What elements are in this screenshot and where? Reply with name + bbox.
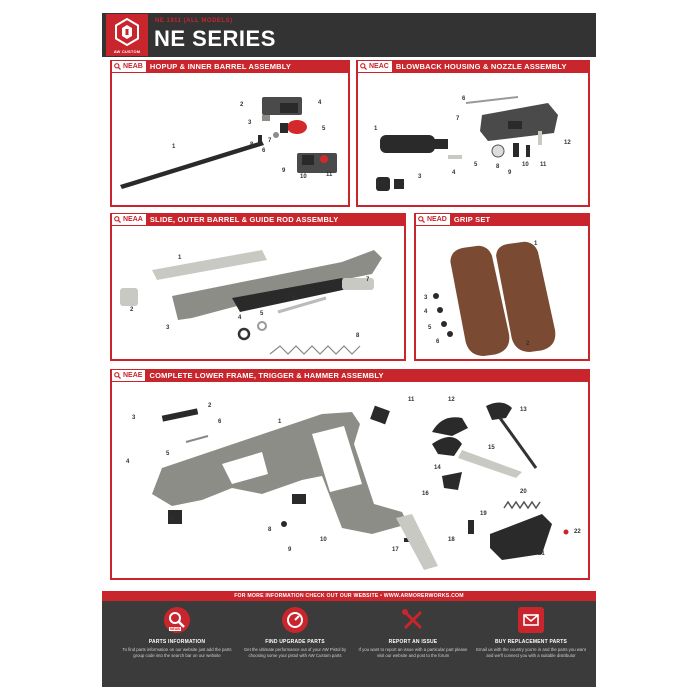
callout-2: 2 — [130, 307, 134, 313]
callout-7: 7 — [366, 277, 370, 283]
panel-neac — [356, 60, 590, 207]
callout-8: 8 — [496, 164, 500, 170]
panel-neaa — [110, 213, 406, 361]
footer-parts-information[interactable] — [122, 607, 232, 659]
callout-12: 12 — [448, 397, 455, 403]
callout-10: 10 — [522, 162, 529, 168]
callout-9: 9 — [282, 168, 286, 174]
callout-3: 3 — [166, 325, 170, 331]
footer-text: Email us with the country you're in and the parts you want and we'll connect you with a suitable distributor — [476, 647, 586, 658]
barrel-bushing-part — [120, 288, 138, 306]
panel-neab — [110, 60, 350, 207]
hopup-spring-part — [258, 135, 262, 145]
section-code: NEAB — [123, 63, 143, 70]
search-badge: NEAB — [170, 627, 180, 631]
callout-3: 3 — [424, 295, 428, 301]
mainspring-cap-part — [468, 520, 474, 534]
housing-pin-part — [564, 530, 569, 535]
callout-5: 5 — [166, 451, 170, 457]
recoil-spring-part — [270, 346, 360, 354]
grip-parts-illustration — [416, 228, 588, 360]
search-icon — [114, 63, 121, 70]
chamber-dial-part — [320, 155, 328, 163]
section-code: NEAD — [427, 216, 447, 223]
footer-report-an-issue[interactable] — [358, 607, 468, 659]
section-code-tag[interactable] — [358, 61, 392, 72]
callout-5: 5 — [474, 162, 478, 168]
logo-emblem-icon — [113, 18, 141, 46]
callout-2: 2 — [240, 102, 244, 108]
panel-header — [110, 213, 406, 226]
section-title: COMPLETE LOWER FRAME, TRIGGER & HAMMER ASSEMBLY — [149, 371, 384, 380]
footer-title: FIND UPGRADE PARTS — [265, 639, 325, 645]
callout-20: 20 — [520, 489, 527, 495]
hopup-ring-part — [273, 132, 279, 138]
washer-part — [239, 329, 249, 339]
hopup-screw-part — [262, 115, 270, 121]
section-code: NEAA — [123, 216, 143, 223]
callout-18: 18 — [448, 537, 455, 543]
callout-8: 8 — [250, 142, 254, 148]
panel-header — [414, 213, 590, 226]
guide-rod-part — [466, 97, 518, 103]
panel-header — [356, 60, 590, 73]
mainspring-housing-pin-part — [500, 418, 536, 468]
callout-2: 2 — [376, 182, 380, 188]
plunger-part — [281, 521, 287, 527]
callout-3: 3 — [132, 415, 136, 421]
inner-barrel-part — [120, 141, 264, 189]
callout-11: 11 — [326, 172, 333, 178]
housing-slot-part — [508, 121, 522, 129]
callout-6: 6 — [462, 96, 466, 102]
spring-part — [448, 155, 462, 159]
header-bar — [102, 13, 596, 57]
section-code-tag[interactable] — [416, 214, 450, 225]
logo-text: AW CUSTOM — [113, 49, 141, 54]
tools-icon — [400, 607, 426, 633]
lower-frame-part — [152, 412, 408, 534]
grip-screw-3-part — [441, 321, 447, 327]
callout-13: 13 — [520, 407, 527, 413]
callout-4: 4 — [238, 315, 242, 321]
callout-12: 12 — [564, 140, 571, 146]
callout-1: 1 — [534, 241, 538, 247]
callout-5: 5 — [260, 311, 264, 317]
mainspring-part — [504, 502, 540, 508]
callout-11: 11 — [540, 162, 547, 168]
search-icon — [114, 216, 121, 223]
callout-7: 7 — [170, 517, 174, 523]
hopup-parts-illustration — [112, 75, 348, 205]
valve-pin-part — [513, 143, 519, 157]
callout-16: 16 — [422, 491, 429, 497]
hopup-rubber-part — [287, 120, 307, 134]
grip-screw-2-part — [437, 307, 443, 313]
callout-3: 3 — [418, 174, 422, 180]
callout-10: 10 — [320, 537, 327, 543]
callout-19: 19 — [480, 511, 487, 517]
callout-4: 4 — [452, 170, 456, 176]
callout-5: 5 — [428, 325, 432, 331]
hammer-strut-part — [486, 402, 512, 420]
section-title: GRIP SET — [453, 215, 491, 224]
callout-22: 22 — [574, 529, 581, 535]
screw-part — [538, 131, 542, 145]
panel-neae — [110, 369, 590, 580]
hopup-unit-part — [280, 103, 298, 113]
callout-4: 4 — [424, 309, 428, 315]
section-title: SLIDE, OUTER BARREL & GUIDE ROD ASSEMBLY — [149, 215, 339, 224]
callout-3: 3 — [248, 120, 252, 126]
footer-text: If you want to report an issue with a particular part please visit our website and post to the forum — [358, 647, 468, 658]
callout-21: 21 — [538, 551, 545, 557]
search-icon — [114, 372, 121, 379]
trigger-bow-part — [458, 450, 522, 478]
callout-6: 6 — [292, 295, 296, 301]
grip-screw-4-part — [447, 331, 453, 337]
trigger-part — [442, 472, 462, 490]
spring-plunger-part — [186, 436, 208, 442]
callout-9: 9 — [288, 547, 292, 553]
disconnector-part — [370, 406, 390, 425]
footer-find-upgrade-parts[interactable] — [240, 607, 350, 659]
callout-2: 2 — [208, 403, 212, 409]
blowback-parts-illustration — [358, 75, 588, 205]
footer-title: REPORT AN ISSUE — [388, 639, 438, 645]
callout-4: 4 — [318, 100, 322, 106]
callout-5: 5 — [322, 126, 326, 132]
section-code-tag[interactable] — [112, 370, 145, 381]
sear-part — [432, 417, 468, 436]
footer-buy-replacement-parts[interactable] — [476, 607, 586, 659]
callout-4: 4 — [126, 459, 130, 465]
search-icon — [360, 63, 367, 70]
callout-7: 7 — [456, 116, 460, 122]
brand-logo — [106, 14, 148, 56]
piston-part — [526, 145, 530, 157]
hopup-arm-part — [280, 123, 288, 133]
page-title: NE SERIES — [154, 26, 276, 51]
loading-block-part — [394, 179, 404, 189]
grip-safety-part — [292, 494, 306, 504]
footer-title: BUY REPLACEMENT PARTS — [494, 639, 568, 645]
section-code: NEAE — [123, 372, 143, 379]
search-icon — [418, 216, 425, 223]
callout-6: 6 — [218, 419, 222, 425]
ejector-part — [396, 514, 438, 570]
outer-barrel-part — [152, 250, 267, 280]
callout-17: 17 — [392, 547, 399, 553]
callout-14: 14 — [434, 465, 441, 471]
panel-header — [110, 369, 590, 382]
gauge-icon — [282, 607, 308, 633]
callout-7: 7 — [268, 138, 272, 144]
callout-1: 1 — [172, 144, 176, 150]
model-subtitle: NE 1911 (ALL MODELS) — [155, 18, 233, 24]
footer — [102, 591, 596, 687]
lower-frame-parts-illustration — [112, 384, 588, 580]
nozzle-part — [380, 135, 435, 153]
mail-icon — [518, 607, 544, 633]
section-title: BLOWBACK HOUSING & NOZZLE ASSEMBLY — [395, 62, 567, 71]
grip-screw-1-part — [433, 293, 439, 299]
section-code: NEAC — [369, 63, 389, 70]
callout-6: 6 — [262, 148, 266, 154]
section-title: HOPUP & INNER BARREL ASSEMBLY — [149, 62, 292, 71]
hammer-part — [432, 437, 462, 456]
slide-stop-part — [162, 408, 198, 421]
callout-8: 8 — [268, 527, 272, 533]
slide-parts-illustration — [112, 228, 404, 360]
footer-text: To find parts information on our website just add the parts group code into the search bar on our website — [122, 647, 232, 658]
valve-part — [492, 145, 504, 157]
callout-1: 1 — [374, 126, 378, 132]
callout-10: 10 — [300, 174, 307, 180]
section-code-tag[interactable] — [112, 214, 146, 225]
footer-text: Get the ultimate performance out of your AW Pistol by choosing some your pistol with AW Custom parts — [243, 647, 347, 658]
callout-6: 6 — [436, 339, 440, 345]
buffer-ring-part — [258, 322, 266, 330]
callout-15: 15 — [488, 445, 495, 451]
nozzle-tip-part — [434, 139, 448, 149]
chamber-block-part — [302, 155, 314, 165]
section-code-tag[interactable] — [112, 61, 146, 72]
callout-9: 9 — [508, 170, 512, 176]
callout-1: 1 — [178, 255, 182, 261]
callout-8: 8 — [356, 333, 360, 339]
callout-2: 2 — [526, 341, 530, 347]
panel-header — [110, 60, 350, 73]
panel-nead — [414, 213, 590, 361]
callout-11: 11 — [408, 397, 415, 403]
footer-title: PARTS INFORMATION — [148, 639, 206, 645]
website-banner[interactable]: FOR MORE INFORMATION CHECK OUT OUR WEBSITE • WWW.ARMORERWORKS.COM — [102, 591, 596, 601]
callout-1: 1 — [278, 419, 282, 425]
